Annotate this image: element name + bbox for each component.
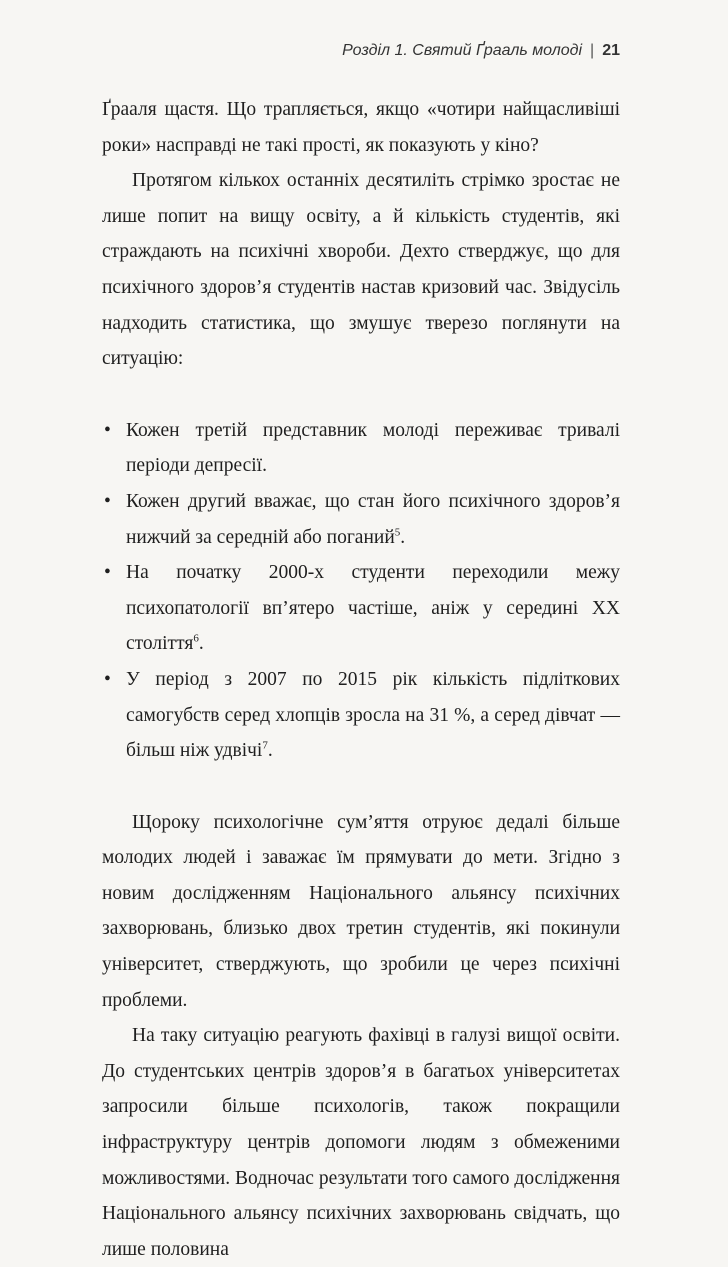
list-item-text: Кожен другий вважає, що стан його психічного здоров’я нижчий за середній або поганий xyxy=(126,490,620,548)
paragraph-3: Щороку психологічне сум’яття отруює дедалі більше молодих людей і заважає їм прямувати до мети. Згідно з новим дослідженням Національного альянсу психічних захворювань, близько двох третин студентів, які покинули університет, стверджують, що зробили це через психічні проблеми. xyxy=(102,811,620,1011)
chapter-title: Розділ 1. Святий Ґрааль молоді xyxy=(342,42,583,59)
list-item: • На початку 2000-х студенти переходили межу психопатології вп’ятеро частіше, аніж у середині XX століття$^6$. xyxy=(102,555,620,662)
statistics-list xyxy=(102,413,620,769)
paragraph-4: На таку ситуацію реагують фахівці в галузі вищої освіти. До студентських центрів здоров’я в багатьох університетах запросили більше психологів, також покращили інфраструктуру центрів допомоги людям з обмеженими можливостями. Водночас результати того самого дослідження Національного альянсу психічних захворювань свідчать, що лише половина xyxy=(102,1025,620,1260)
list-item: • У період з 2007 по 2015 рік кількість підліткових самогубств серед хлопців зросла на 31 %, а серед дівчат — більш ніж удвічі$^7$. xyxy=(102,662,620,769)
page-body xyxy=(102,92,620,1267)
footnote-ref: 6 xyxy=(193,632,199,645)
list-item xyxy=(102,413,620,484)
running-header xyxy=(342,42,620,60)
footnote-ref: 5 xyxy=(394,526,401,539)
page-number: 21 xyxy=(602,42,620,59)
list-item-text: У період з 2007 по 2015 рік кількість підліткових самогубств серед хлопців зросла на 31 %, а серед дівчат — більш ніж удвічі xyxy=(126,668,620,762)
list-item-text: Кожен третій представник молоді переживає тривалі періоди депресії. xyxy=(126,419,620,477)
paragraph-2: Протягом кількох останніх десятиліть стрімко зростає не лише попит на вищу освіту, а й кількість студентів, які страждають на психічні хвороби. Дехто стверджує, що для психічного здоров’я студентів настав кризовий час. Звідусіль надходить статистика, що змушує тверезо поглянути на ситуацію: xyxy=(102,170,620,370)
paragraph-1: Ґрааля щастя. Що трапляється, якщо «чотири найщасливіші роки» насправді не такі прості, як показують у кіно? xyxy=(102,99,620,156)
list-item: • Кожен другий вважає, що стан його психічного здоров’я нижчий за середній або поганий$^5$. xyxy=(102,484,620,555)
header-separator: | xyxy=(590,42,595,59)
list-item-text: На початку 2000-х студенти переходили межу психопатології вп’ятеро частіше, аніж у середині XX століття xyxy=(126,562,620,655)
footnote-ref: 7 xyxy=(262,739,268,752)
